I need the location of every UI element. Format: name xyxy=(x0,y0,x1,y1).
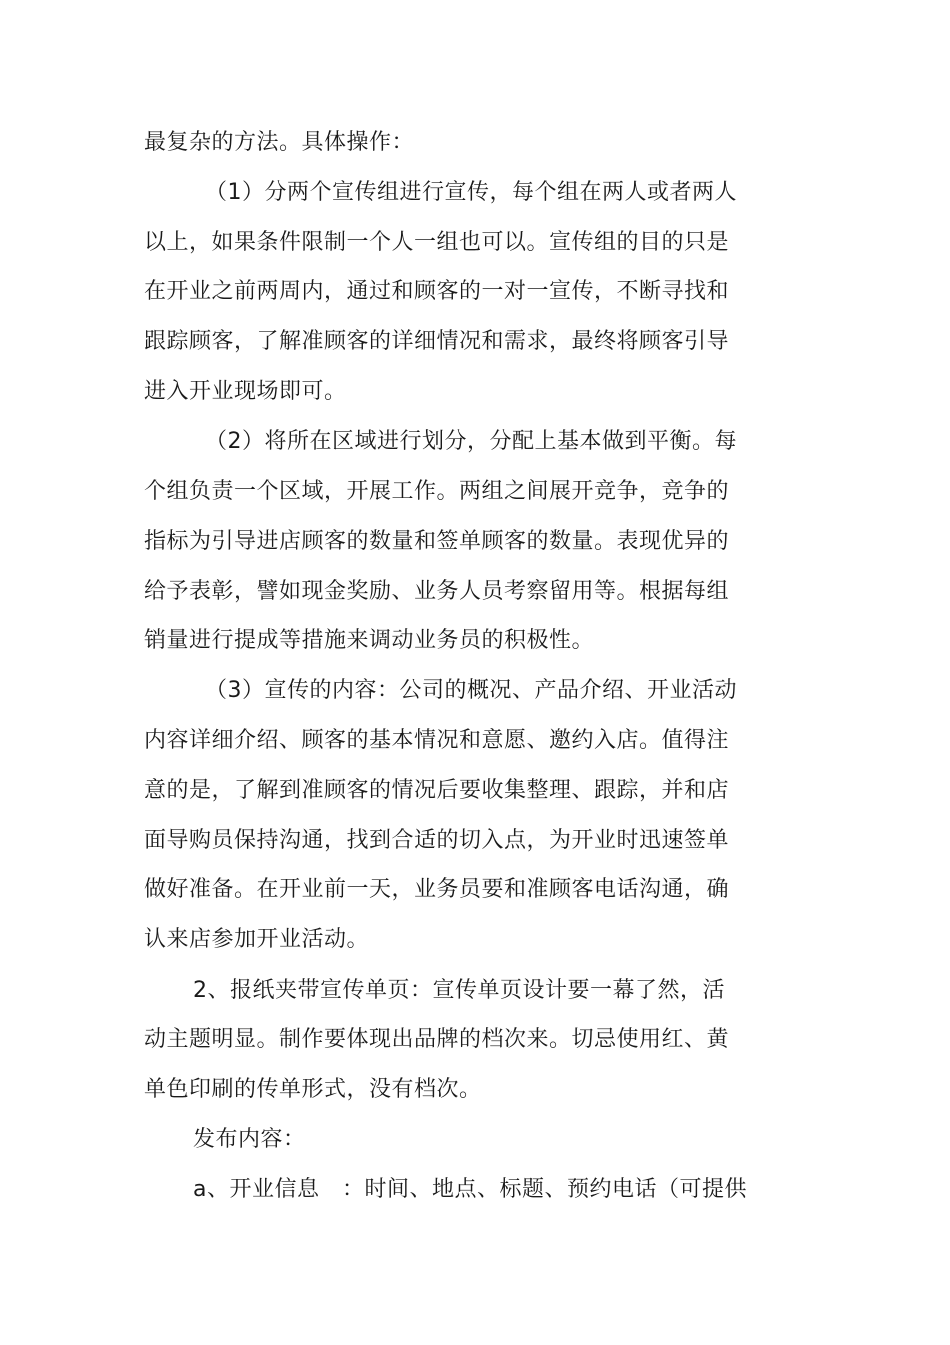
text-line: （2）将所在区域进行划分，分配上基本做到平衡。每 xyxy=(205,429,737,454)
text-line: 发布内容： xyxy=(193,1127,306,1152)
text-line: （3）宣传的内容：公司的概况、产品介绍、开业活动 xyxy=(205,678,737,703)
text-line: 做好准备。在开业前一天，业务员要和准顾客电话沟通，确 xyxy=(144,877,730,902)
text-line: 进入开业现场即可。 xyxy=(144,379,347,404)
text-line: （1）分两个宣传组进行宣传，每个组在两人或者两人 xyxy=(205,180,737,205)
text-line: 指标为引导进店顾客的数量和签单顾客的数量。表现优异的 xyxy=(144,529,730,554)
text-line: 最复杂的方法。具体操作： xyxy=(144,130,415,155)
text-line: 销量进行提成等措施来调动业务员的积极性。 xyxy=(144,628,595,653)
text-line: 认来店参加开业活动。 xyxy=(144,927,370,952)
text-line: 2、报纸夹带宣传单页：宣传单页设计要一幕了然，活 xyxy=(193,978,725,1003)
text-line: a、开业信息 ：时间、地点、标题、预约电话（可提供 xyxy=(193,1177,747,1202)
text-line: 内容详细介绍、顾客的基本情况和意愿、邀约入店。值得注 xyxy=(144,728,730,753)
text-line: 意的是，了解到准顾客的情况后要收集整理、跟踪，并和店 xyxy=(144,778,730,803)
text-line: 单色印刷的传单形式，没有档次。 xyxy=(144,1077,482,1102)
text-line: 以上，如果条件限制一个人一组也可以。宣传组的目的只是 xyxy=(144,230,730,255)
text-line: 面导购员保持沟通，找到合适的切入点，为开业时迅速签单 xyxy=(144,828,730,853)
text-line: 动主题明显。制作要体现出品牌的档次来。切忌使用红、黄 xyxy=(144,1027,730,1052)
text-line: 在开业之前两周内，通过和顾客的一对一宣传，不断寻找和 xyxy=(144,279,730,304)
text-line: 给予表彰，譬如现金奖励、业务人员考察留用等。根据每组 xyxy=(144,579,730,604)
text-line: 个组负责一个区域，开展工作。两组之间展开竞争，竞争的 xyxy=(144,479,730,504)
text-line: 跟踪顾客，了解准顾客的详细情况和需求，最终将顾客引导 xyxy=(144,329,730,354)
